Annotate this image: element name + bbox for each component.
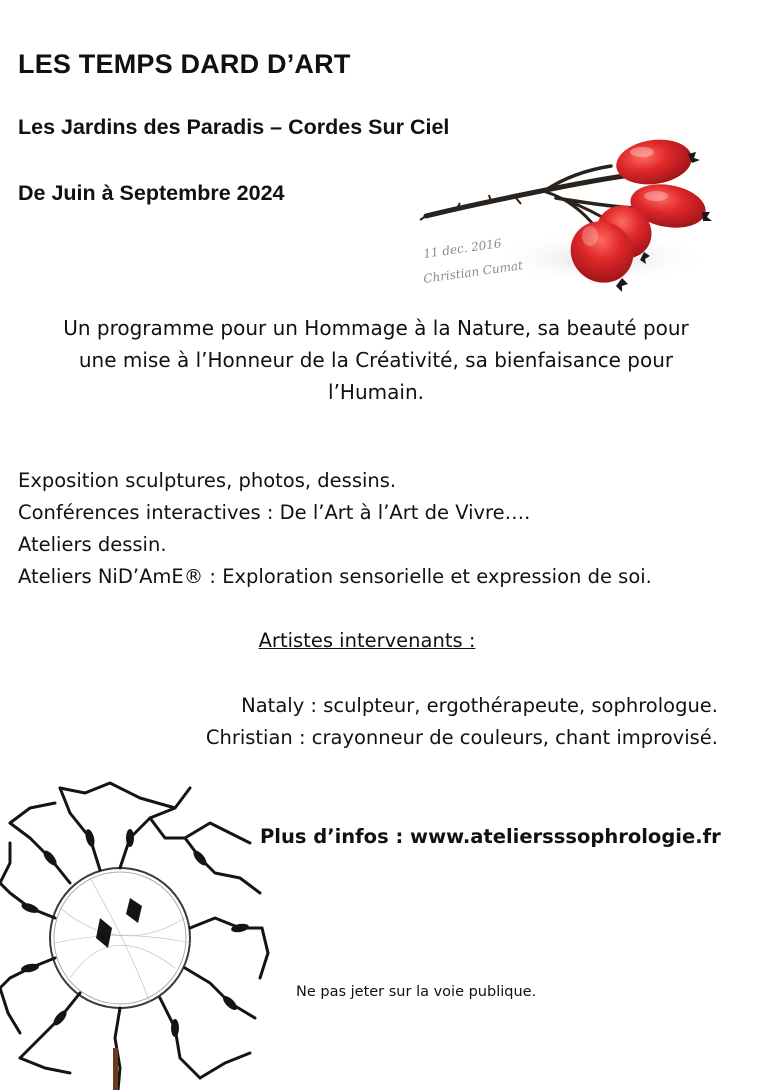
rosehip-drawing-icon bbox=[396, 128, 726, 308]
signature-name: Christian Cumat bbox=[422, 258, 524, 286]
activity-item: Exposition sculptures, photos, dessins. bbox=[18, 469, 397, 492]
activity-item: Ateliers dessin. bbox=[18, 533, 167, 556]
event-dates: De Juin à Septembre 2024 bbox=[18, 181, 285, 205]
poster-title: LES TEMPS DARD D’ART bbox=[18, 49, 351, 79]
artists-heading bbox=[0, 626, 734, 656]
artist-item: Nataly : sculpteur, ergothérapeute, sophrologue. bbox=[241, 694, 718, 717]
intro-paragraph bbox=[12, 312, 740, 408]
intro-line: l’Humain. bbox=[328, 380, 424, 404]
activity-item: Conférences interactives : De l’Art à l’Art de Vivre…. bbox=[18, 501, 531, 524]
intro-line: une mise à l’Honneur de la Créativité, sa bienfaisance pour bbox=[78, 348, 674, 372]
disposal-notice: Ne pas jeter sur la voie publique. bbox=[296, 984, 537, 1000]
activity-item: Ateliers NiD’AmE® : Exploration sensorielle et expression de soi. bbox=[18, 565, 652, 588]
signature-date: 11 dec. 2016 bbox=[422, 236, 503, 261]
artists-list bbox=[206, 690, 718, 754]
artist-item: Christian : crayonneur de couleurs, chant improvisé. bbox=[205, 726, 718, 749]
more-info-link[interactable]: Plus d’infos : www.ateliersssophrologie.fr bbox=[260, 825, 721, 848]
activities-list bbox=[18, 465, 652, 593]
venue-subtitle: Les Jardins des Paradis – Cordes Sur Ciel bbox=[18, 115, 450, 139]
wire-sculpture-icon bbox=[0, 778, 272, 1090]
artists-heading-text: Artistes intervenants : bbox=[258, 629, 476, 652]
intro-line: Un programme pour un Hommage à la Nature, sa beauté pour bbox=[63, 316, 689, 340]
